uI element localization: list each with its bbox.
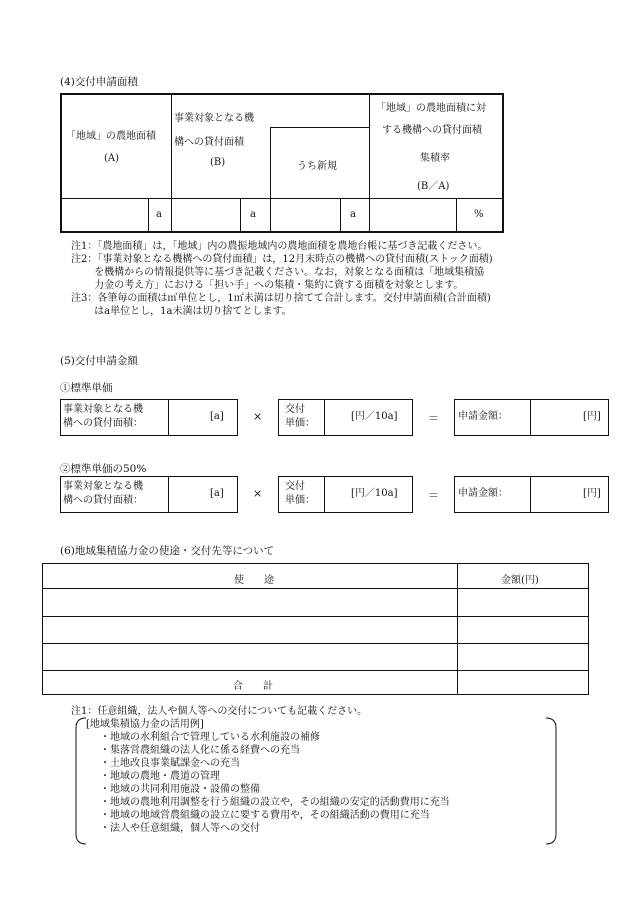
examples-list xyxy=(86,718,450,835)
amount-label-2: 申請金額： xyxy=(458,488,508,499)
amount-unit-2: [円] xyxy=(583,488,601,499)
note-line: 注3：各筆毎の面積は㎡単位とし，1㎡未満は切り捨てて合計します。交付申請面積(合計面積) xyxy=(71,293,491,304)
col-a-sub: (A) xyxy=(104,153,120,164)
example-item: ・土地改良事業賦課金への充当 xyxy=(100,758,240,769)
application-area-table xyxy=(60,93,504,233)
rate-box-1 xyxy=(278,399,413,436)
area-label-1b: 構への貸付面積： xyxy=(63,418,143,429)
col-c-label-3: 集積率 xyxy=(420,153,450,164)
times-sign-1: × xyxy=(253,410,263,423)
area-unit-1: [a] xyxy=(210,411,224,422)
rate-box-2 xyxy=(278,476,413,513)
amount-label-1: 申請金額： xyxy=(458,411,508,422)
usage-col-header: 使 途 xyxy=(234,575,274,586)
example-item: ・地域の共同利用施設・設備の整備 xyxy=(100,784,260,795)
col-b-label-2: 構への貸付面積 xyxy=(174,137,244,148)
example-item: ・地域の農地利用調整を行う組織の設立や，その組織の安定的活動費用に充当 xyxy=(100,797,450,808)
unit-new: a xyxy=(350,209,356,220)
equals-sign-2: ＝ xyxy=(428,489,439,502)
equals-sign-1: ＝ xyxy=(428,412,439,425)
col-c-label-2: する機構への貸付面積 xyxy=(382,125,482,136)
area-label-2b: 構への貸付面積： xyxy=(63,495,143,506)
area-box-2 xyxy=(60,476,238,513)
usage-table xyxy=(42,563,589,695)
area-label-1a: 事業対象となる機 xyxy=(63,404,143,415)
amount-unit-1: [円] xyxy=(583,411,601,422)
amount-col-header: 金額(円) xyxy=(501,575,539,586)
standard-rate-heading: ①標準単価 xyxy=(60,382,113,394)
col-b-sub: (B) xyxy=(210,157,226,168)
note-line: 注1：「農地面積」は，「地域」内の農振地域内の農地面積を農地台帳に基づき記載ください。 xyxy=(71,241,488,252)
section4-heading: (4)交付申請面積 xyxy=(60,76,138,88)
rate-label-2b: 単価： xyxy=(285,495,315,506)
times-sign-2: × xyxy=(253,487,263,500)
note-line: 力金の考え方」における「担い手」への集積・集約に資する面積を対象とします。 xyxy=(71,280,464,291)
col-b-new: うち新規 xyxy=(297,161,337,172)
example-item: ・法人や任意組織，個人等への交付 xyxy=(100,823,260,834)
rate-label-2a: 交付 xyxy=(285,481,305,492)
unit-pct: % xyxy=(474,209,484,220)
rate-unit-2: [円／10a] xyxy=(351,488,398,499)
col-c-label-1: 「地域」の農地面積に対 xyxy=(376,103,486,114)
rate-label-1b: 単価： xyxy=(285,418,315,429)
unit-b: a xyxy=(250,209,256,220)
examples-title: [地域集積協力金の活用例] xyxy=(86,719,204,730)
section5-heading: (5)交付申請金額 xyxy=(60,355,138,367)
col-a-label: 「地域」の農地面積 xyxy=(66,131,156,142)
section6-note: 注1：任意組織，法人や個人等への交付についても記載ください。 xyxy=(71,706,368,717)
rate-label-1a: 交付 xyxy=(285,404,305,415)
half-rate-heading: ②標準単価の50% xyxy=(60,463,147,475)
area-unit-2: [a] xyxy=(210,488,224,499)
example-item: ・地域の水利組合で管理している水利施設の補修 xyxy=(100,732,320,743)
area-label-2a: 事業対象となる機 xyxy=(63,481,143,492)
unit-a: a xyxy=(156,209,162,220)
col-b-label-1: 事業対象となる機 xyxy=(174,113,254,124)
example-item: ・地域の地域営農組織の設立に要する費用や，その組織活動の費用に充当 xyxy=(100,810,430,821)
note-line: を機構からの情報提供等に基づき記載ください。なお，対象となる面積は「地域集積協 xyxy=(71,267,485,278)
amount-box-2 xyxy=(454,476,609,513)
note-line: はa単位とし，1a未満は切り捨てとします。 xyxy=(71,306,292,317)
area-box-1 xyxy=(60,399,238,436)
note-line: 注2：「事業対象となる機構への貸付面積」は，12月末時点の機構への貸付面積(ストック面積) xyxy=(71,254,493,265)
section4-notes xyxy=(71,240,493,318)
col-c-sub: (B／A) xyxy=(417,181,450,192)
example-item: ・集落営農組織の法人化に係る経費への充当 xyxy=(100,745,300,756)
total-label: 合 計 xyxy=(233,681,273,692)
rate-unit-1: [円／10a] xyxy=(351,411,398,422)
section6-heading: (6)地域集積協力金の使途・交付先等について xyxy=(60,545,275,557)
example-item: ・地域の農地・農道の管理 xyxy=(100,771,220,782)
amount-box-1 xyxy=(454,399,609,436)
